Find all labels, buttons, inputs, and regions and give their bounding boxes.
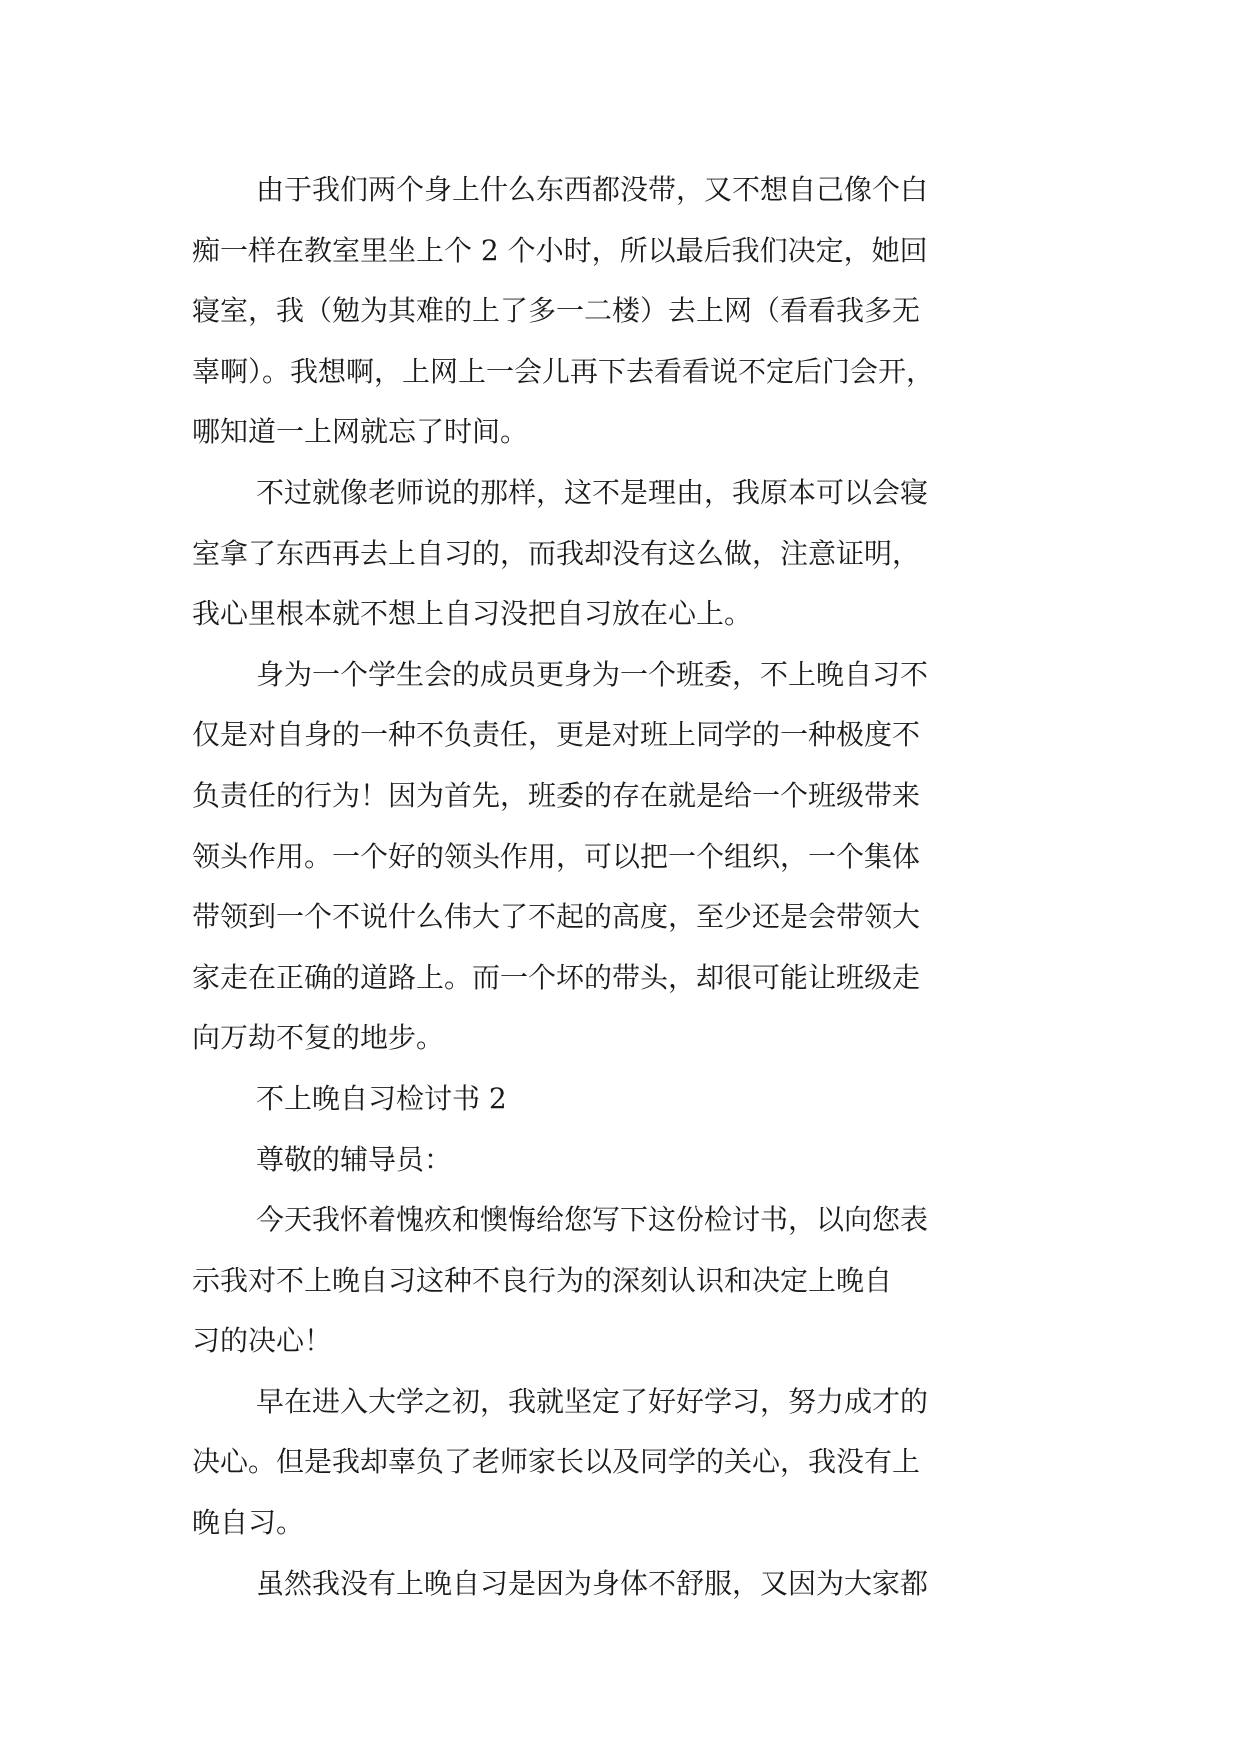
- text-line: 身为一个学生会的成员更身为一个班委，不上晚自习不: [256, 657, 929, 691]
- text-line: 室拿了东西再去上自习的，而我却没有这么做，注意证明，: [192, 536, 921, 570]
- text-line: 虽然我没有上晚自习是因为身体不舒服，又因为大家都: [256, 1566, 929, 1600]
- text-line: 领头作用。一个好的领头作用，可以把一个组织，一个集体: [192, 839, 921, 873]
- text-line: 哪知道一上网就忘了时间。: [192, 415, 529, 449]
- text-line: 不过就像老师说的那样，这不是理由，我原本可以会寝: [256, 475, 929, 509]
- text-line: 负责任的行为！因为首先，班委的存在就是给一个班级带来: [192, 778, 921, 812]
- salutation: 尊敬的辅导员：: [256, 1142, 453, 1176]
- document-body: [192, 160, 1050, 1614]
- text-line: 寝室，我（勉为其难的上了多一二楼）去上网（看看我多无: [192, 294, 921, 328]
- text-line: 向万劫不复的地步。: [192, 1021, 445, 1055]
- text-line: 决心。但是我却辜负了老师家长以及同学的关心，我没有上: [192, 1445, 921, 1479]
- text-line: 示我对不上晚自习这种不良行为的深刻认识和决定上晚自: [192, 1263, 893, 1297]
- section-title: 不上晚自习检讨书 2: [256, 1081, 507, 1115]
- text-line: 由于我们两个身上什么东西都没带，又不想自己像个白: [256, 173, 929, 206]
- text-line: 家走在正确的道路上。而一个坏的带头，却很可能让班级走: [192, 960, 921, 994]
- text-line: 仅是对自身的一种不负责任，更是对班上同学的一种极度不: [192, 718, 921, 752]
- text-line: 辜啊）。我想啊，上网上一会儿再下去看看说不定后门会开，: [192, 354, 935, 388]
- text-line: 早在进入大学之初，我就坚定了好好学习，努力成才的: [256, 1384, 929, 1418]
- text-line: 痴一样在教室里坐上个 2 个小时，所以最后我们决定，她回: [192, 233, 928, 267]
- text-line: 带领到一个不说什么伟大了不起的高度，至少还是会带领大: [192, 900, 921, 934]
- text-line: 我心里根本就不想上自习没把自习放在心上。: [192, 597, 753, 631]
- text-line: 晚自习。: [192, 1506, 305, 1540]
- text-line: 今天我怀着愧疚和懊悔给您写下这份检讨书，以向您表: [256, 1203, 929, 1237]
- text-line: 习的决心！: [192, 1324, 333, 1358]
